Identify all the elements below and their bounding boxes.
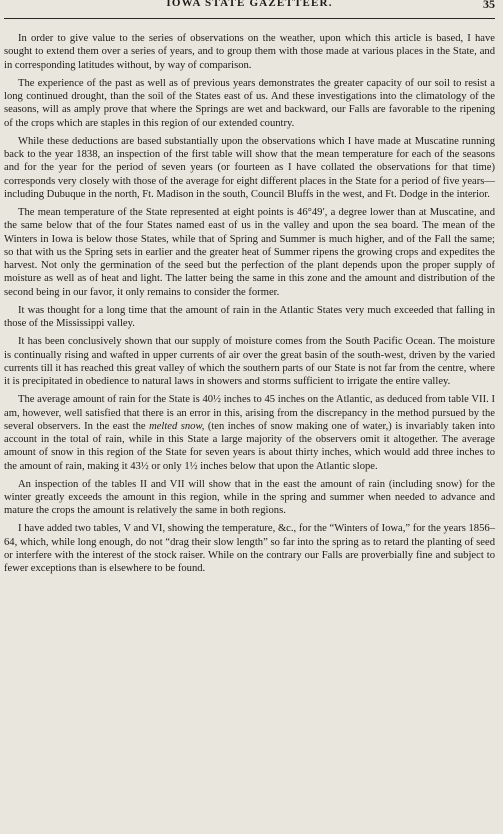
page-header — [4, 0, 495, 19]
paragraph-5: It was thought for a long time that the amount of rain in the Atlantic States very much exceeded that falling in those of the Mississippi valley. — [4, 304, 495, 330]
paragraph-2: The experience of the past as well as of previous years demonstrates the greater capacity of our soil to resist a long continued drought, than the soil of the States east of us. And these investigations into the climatology of the seasons, will as amply prove that where the Springs are wet and backward, our Falls are favorable to the ripening of the crops which are staples in this region of our extended country. — [4, 77, 495, 129]
paragraph-7-text-before: The average amount of rain for the State is 40½ inches to 45 inches on the Atlantic, as deduced from table VII. I am, however, well satisfied that there is an error in this, arising from the discrepancy in the method pursued by the several observers. In the east the — [4, 394, 495, 432]
paragraph-3: While these deductions are based substantially upon the observations which I have made at Muscatine running back to the year 1838, an inspection of the first table will show that the mean temperature for each of the seasons and for the year for the period of seven years (or fourteen as I have collated the observations for that time) corresponds very closely with those of the average for eight different places in the State for a period of five years—including Dubuque in the north, Ft. Madison in the south, Council Bluffs in the west, and Ft. Dodge in the interior. — [4, 135, 495, 200]
paragraph-7 — [4, 393, 495, 473]
page-number: 35 — [483, 0, 495, 11]
paragraph-6: It has been conclusively shown that our supply of moisture comes from the South Pacific Ocean. The moisture is continually rising and wafted in upper currents of air over the great basin of the south-west, driven by the varied currents till it has reached this great valley of which the southern parts of our State is not far from the centre, where it is precipitated in obedience to natural laws in showers and storms sufficient to irrigate the entire valley. — [4, 336, 495, 388]
emphasis-melted-snow: melted snow, — [149, 420, 205, 432]
running-head: IOWA STATE GAZETTEER. — [166, 0, 333, 9]
paragraph-1: In order to give value to the series of observations on the weather, upon which this article is based, I have sought to extend them over a series of years, and to group them with those made at various places in the State, and in corresponding latitudes without, by way of comparison. — [4, 33, 495, 71]
page-body — [4, 19, 495, 576]
paragraph-9: I have added two tables, V and VI, showing the temperature, &c., for the “Winters of Iowa,” for the years 1856–64, which, while long enough, do not “drag their slow length” so far into the spring as to retard the planting of seed or interfere with the interest of the stock raiser. While on the contrary our Falls are proverbially fine and subject to fewer exceptions than is elsewhere to be found. — [4, 523, 495, 575]
paragraph-8: An inspection of the tables II and VII will show that in the east the amount of rain (including snow) for the winter greatly exceeds the amount in this region, while in the spring and summer when needed to advance and mature the crops the amount is relatively the same in both regions. — [4, 478, 495, 517]
paragraph-4: The mean temperature of the State represented at eight points is 46°49′, a degree lower than at Muscatine, and the same below that of the four States named east of us in the valley and upon the sea board. The mean of the Winters in Iowa is below those States, while that of Spring and Summer is much higher, and of the Fall the same; so that with us the Spring sets in earlier and the greater heat of Summer ripens the growing crops and expedites the harvest. Not only the germination of the seed but the perfection of the plant depends upon the proper supply of moisture as well as of heat and light. The latter being the same in this zone and the amount and distribution of the second being in our favor, it only remains to consider the former. — [4, 206, 495, 298]
paragraph-7-text-after: (ten inches of snow making one of water,) is invariably taken into account in the total of rain, while in this State a large majority of the observers omit it altogether. The average amount of snow in this region of the State for seven years is about thirty inches, which would add three inches to the amount of rain, making it 43½ or only 1½ inches below that upon the Atlantic slope. — [4, 420, 496, 472]
